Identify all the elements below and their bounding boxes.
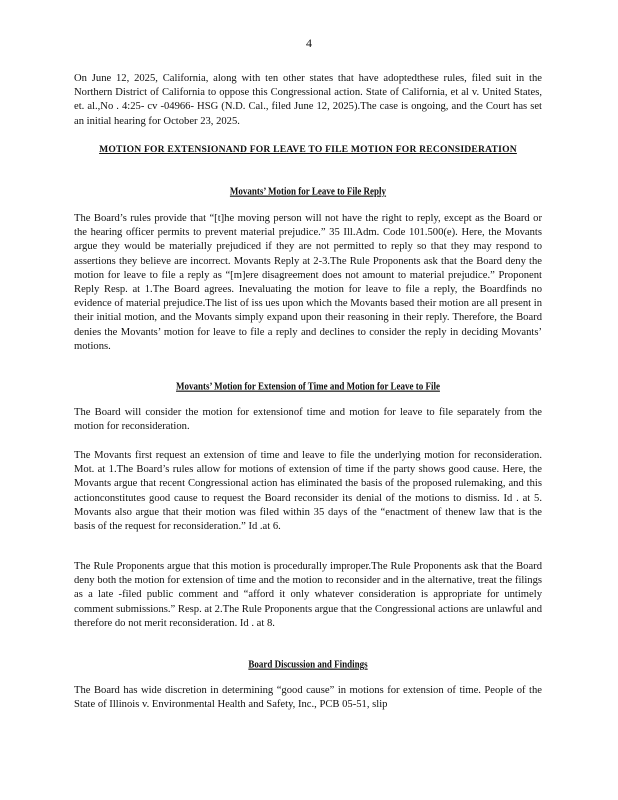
section-heading-extension-reconsideration: MOTION FOR EXTENSIONAND FOR LEAVE TO FILE MOTION FOR RECONSIDERATION [99, 144, 517, 155]
subheading-board-discussion: Board Discussion and Findings [248, 658, 368, 670]
paragraph-board-discretion: The Board has wide discretion in determining “good cause” in motions for extension of time. People of the State of Illinois v. Environmental Health and Safety, Inc., PCB 05-51, slip [74, 685, 542, 711]
paragraph-reply-analysis: The Board’s rules provide that “[t]he moving person will not have the right to reply, except as the Board or the hearing officer permits to prevent material prejudice.” 35 Ill.Adm. Code 101.500(e). Here, the Movants argue they would be materially prejudiced if they are not permitted to reply so that they may respond to assertions they believe are incorrect. Movants Reply at 2-3.The Rule Proponents ask that the Board deny the motion for leave to file a reply as “[m]ere disagreement does not amount to material prejudice.” Proponent Reply Resp. at 1.The Board agrees. Inevaluating the motion for leave to file a reply, the Boardfinds no evidence of material prejudice.The list of iss ues upon which the Movants based their motion are all present in their initial motion, and the Movants simply expand upon their reasoning in their reply. Therefore, the Board denies the Movants’ motion for leave to file a reply and declines to consider the reply in deciding Movants’ motions. [74, 213, 542, 352]
subheading-extension-of-time: Movants’ Motion for Extension of Time and Motion for Leave to File [176, 380, 440, 392]
paragraph-movants-request: The Movants first request an extension of time and leave to file the underlying motion for reconsideration. Mot. at 1.The Board’s rules allow for motions of extension of time if the party shows good cause. Here, the Movants argue that recent Congressional action has eliminated the basis of the proposed rulemaking, and this actionconstitutes good cause to request the Board reconsider its denial of the motions to dismiss. Id . at 5. Movants also argue that their motion was filed within 35 days of the “enactment of thenew law that is the basis of the request for reconsideration.” Id .at 6. [74, 450, 542, 533]
page-number: 4 [306, 36, 312, 50]
paragraph-california-lawsuit: On June 12, 2025, California, along with ten other states that have adoptedthese rules, filed suit in the Northern District of California to oppose this Congressional action. State of California, et al v. United States, et. al.,No . 4:25- cv -04966- HSG (N.D. Cal., filed June 12, 2025).The case is ongoing, and the Court has set an initial hearing for October 23, 2025. [74, 73, 542, 127]
paragraph-rule-proponents-argument: The Rule Proponents argue that this motion is procedurally improper.The Rule Proponents ask that the Board deny both the motion for extension of time and the motion to reconsider and in the alternative, treat the filings as a late -filed public comment and “afford it only whatever consideration is appropriate for untimely comment submissions.” Resp. at 2.The Rule Proponents argue that the Congressional actions are unlawful and therefore do not merit reconsideration. Id . at 8. [74, 561, 542, 629]
paragraph-separate-consideration: The Board will consider the motion for extensionof time and motion for leave to file separately from the motion for reconsideration. [74, 407, 542, 433]
subheading-leave-to-file-reply: Movants’ Motion for Leave to File Reply [229, 185, 387, 197]
